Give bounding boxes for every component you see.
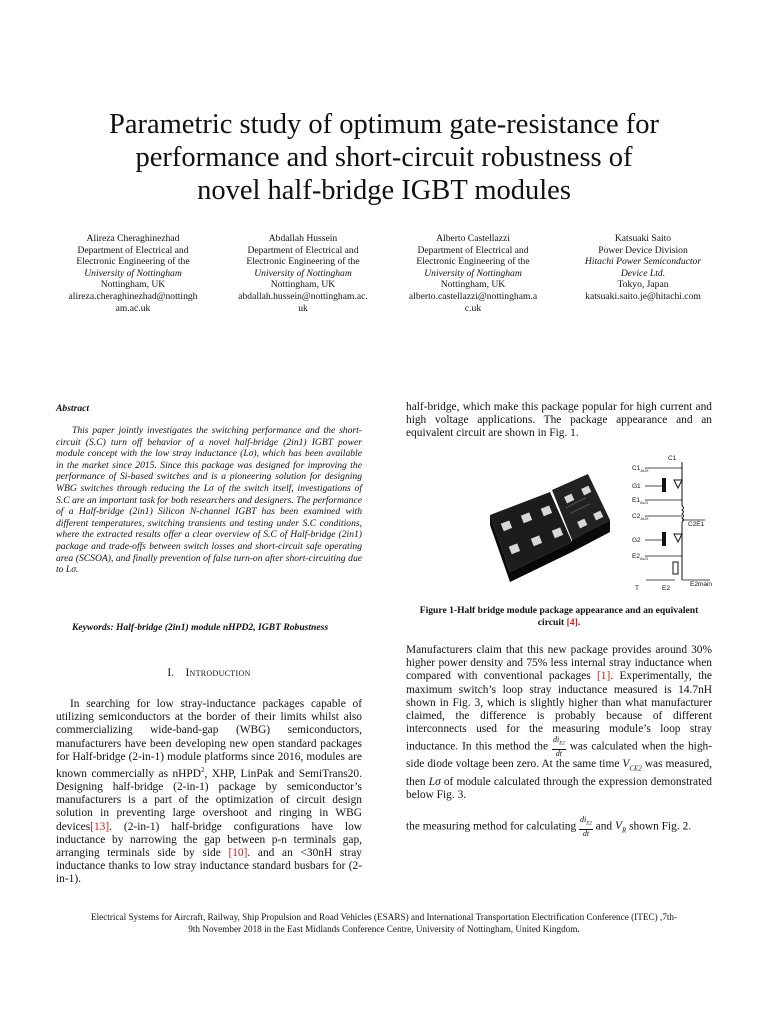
- author-email: c.uk: [464, 302, 482, 314]
- author-3: [388, 233, 558, 314]
- frac-sub: E2: [559, 742, 565, 748]
- equivalent-circuit: [632, 455, 712, 592]
- author-dept: Electronic Engineering of the: [416, 256, 530, 268]
- body-text: . Experimentally, the maximum switch’s loop stray inductance measured is 14.7nH shown in Fig. 3, which is slightly higher than what manufacturer claimed, the difference is probably because of different interconnects used for the measuring module’s loop stray inductance. In this method the: [406, 670, 712, 753]
- title-line-3: novel half-bridge IGBT modules: [197, 175, 571, 206]
- author-email: katsuaki.saito.je@hitachi.com: [585, 290, 701, 302]
- author-city: Tokyo, Japan: [617, 279, 669, 291]
- superscript: 2: [200, 766, 205, 775]
- author-org: University of Nottingham: [424, 267, 522, 279]
- right-top-paragraph: half-bridge, which make this package popular for high current and high voltage applications. The package appearance and an equivalent circuit are shown in Fig. 1.: [406, 401, 712, 440]
- svg-text:E1AUX: $E1_{AUX}$: [632, 497, 649, 505]
- author-email: am.ac.uk: [115, 302, 151, 314]
- author-email: alberto.castellazzi@nottingham.a: [408, 290, 538, 302]
- author-dept: Electronic Engineering of the: [76, 256, 190, 268]
- author-4: [558, 233, 728, 314]
- svg-text:C2E1: C2E1: [688, 521, 705, 528]
- author-org: University of Nottingham: [84, 267, 182, 279]
- keywords: Keywords: Half-bridge (2in1) module nHPD2, IGBT Robustness: [72, 622, 329, 633]
- right-extra-paragraph: [406, 816, 712, 838]
- section-numeral: I.: [167, 667, 175, 679]
- body-text: the measuring method for calculating: [406, 820, 580, 833]
- author-org: University of Nottingham: [254, 267, 352, 279]
- author-city: Nottingham, UK: [270, 279, 336, 291]
- abstract-heading: Abstract: [56, 403, 90, 414]
- svg-text:E2AUX: $E2_{AUX}$: [632, 553, 649, 561]
- author-dept: Department of Electrical and: [417, 244, 529, 256]
- math-lsigma: Lσ: [428, 775, 441, 788]
- author-dept: Department of Electrical and: [77, 244, 189, 256]
- author-dept: Electronic Engineering of the: [246, 256, 360, 268]
- author-city: Nottingham, UK: [100, 279, 166, 291]
- frac-num: di: [552, 735, 560, 745]
- author-name: Alberto Castellazzi: [436, 233, 510, 244]
- author-1: [48, 233, 218, 314]
- author-dept: Hitachi Power Semiconductor: [584, 256, 702, 268]
- title-line-2: performance and short-circuit robustness of: [135, 142, 633, 173]
- caption-text: .: [577, 616, 581, 628]
- author-email: alireza.cheraghinezhad@nottingh: [68, 290, 198, 302]
- math-vce: $V_{CE2}$: [622, 758, 642, 773]
- intro-text: , XHP, LinPak and SemiTrans20. Designing half-bridge (2-in-1) package by semiconductor’s manufacturers is a part of the optimization of circuit design solution in preventing large overshoot and ringing in WBG devices: [56, 767, 362, 833]
- author-email: abdallah.hussein@nottingham.ac.: [238, 290, 368, 302]
- module-photo-and-circuit: [470, 450, 720, 600]
- author-dept: Department of Electrical and: [247, 244, 359, 256]
- footer-line: 9th November 2018 in the East Midlands Conference Centre, University of Nottingham, United Kingdom.: [188, 923, 580, 934]
- author-email: uk: [298, 302, 308, 314]
- citation-link[interactable]: [13]: [90, 820, 110, 833]
- svg-text:E2: E2: [662, 585, 670, 592]
- author-name: Alireza Cheraghinezhad: [86, 233, 180, 244]
- author-2: [218, 233, 388, 314]
- intro-text: . and an <30nH stray inductance thanks to low stray inductance standard busbars for (2-in-1).: [56, 847, 362, 886]
- citation-link[interactable]: [10]: [228, 847, 248, 860]
- caption-text: Figure 1-Half bridge module package appearance and an equivalent circuit: [419, 605, 699, 628]
- section-heading: [56, 667, 362, 679]
- right-body-paragraph: [406, 644, 712, 802]
- author-block: [48, 233, 728, 314]
- intro-text: In searching for low stray-inductance packages capable of utilizing semiconductors at the border of their limits whilst also commercializing wide-band-gap (WBG) semiconductors, manufacturers have been developing new open standard packages for Half-bridge (2-in-1) module platforms since 2016, modules are known commercially as nHPD: [56, 698, 362, 780]
- footer-line: Electrical Systems for Aircraft, Railway, Ship Propulsion and Road Vehicles (ESARS) and International Transportation Electrification Conference (ITEC) ,7th-: [90, 912, 678, 922]
- section-title: Introduction: [185, 667, 251, 679]
- body-text: Manufacturers claim that this new package provides around 30% higher power density and 75% less internal stray inductance when compared with conventional packages: [406, 644, 712, 683]
- fraction-die-dt: $\frac{di_{E2}}{dt}$: [580, 815, 592, 838]
- frac-den: dt: [555, 749, 562, 759]
- footer-note: [40, 912, 728, 935]
- svg-text:C1: C1: [668, 455, 677, 462]
- body-text: was measured, then: [406, 758, 713, 788]
- math-vr: $V_R$: [614, 820, 627, 835]
- paper-title: [40, 108, 728, 207]
- author-city: Nottingham, UK: [440, 279, 506, 291]
- citation-link[interactable]: [4]: [566, 616, 578, 628]
- svg-text:T: T: [635, 585, 639, 592]
- title-line-1: Parametric study of optimum gate-resistance for: [108, 109, 660, 140]
- intro-text: . (2-in-1) half-bridge configurations have low inductance by narrowing the gap between p-n terminals gap, arranging terminals side by side: [56, 820, 362, 860]
- body-text: of module calculated through the expression demonstrated below Fig. 3.: [406, 775, 712, 801]
- svg-text:G2: G2: [632, 537, 641, 544]
- svg-text:C2AUX: $C2_{AUX}$: [632, 513, 649, 521]
- author-name: Katsuaki Saito: [614, 233, 672, 244]
- intro-paragraph: [56, 698, 362, 887]
- citation-link[interactable]: [1]: [596, 670, 611, 683]
- author-dept: Power Device Division: [598, 244, 688, 256]
- module-photo: [490, 474, 610, 582]
- abstract-text: This paper jointly investigates the switching performance and the short-circuit (S.C) turn off behavior of a novel half-bridge (2in1) IGBT power module concept with the low stray inductance (Lσ), which has been available in the market since 2015. Since this package was designed for improving the performance of Si-based switches and is a pioneering solution for designing WBG switches through reducing the Lσ of the switch itself, investigations of S.C are an important task for both researchers and designers. The performance of a Half-bridge (2in1) Silicon N-channel IGBT has been examined with different temperatures, switching transients and testing under S.C conditions, where the extracted results offer a clear overview of S.C of Half-bridge (2in1) package and trade-offs between switch losses and short-circuit safe operating area (SCSOA), and finally prevention of false turn-on after short-circuiting due to Lσ.: [56, 425, 362, 576]
- author-name: Abdallah Hussein: [268, 233, 338, 244]
- body-text: was calculated when the high-side diode voltage been zero. At the same time: [406, 740, 712, 771]
- body-text: shown Fig. 2.: [626, 820, 692, 833]
- svg-text:E2main: E2main: [690, 581, 713, 588]
- figure-caption: [406, 605, 712, 628]
- author-org: Device Ltd.: [620, 267, 666, 279]
- figure-1: [470, 450, 720, 600]
- fraction-die-dt: [552, 736, 566, 758]
- svg-text:G1: G1: [632, 483, 641, 490]
- svg-text:C1AUX: $C1_{AUX}$: [632, 465, 649, 473]
- body-text: and: [592, 820, 615, 833]
